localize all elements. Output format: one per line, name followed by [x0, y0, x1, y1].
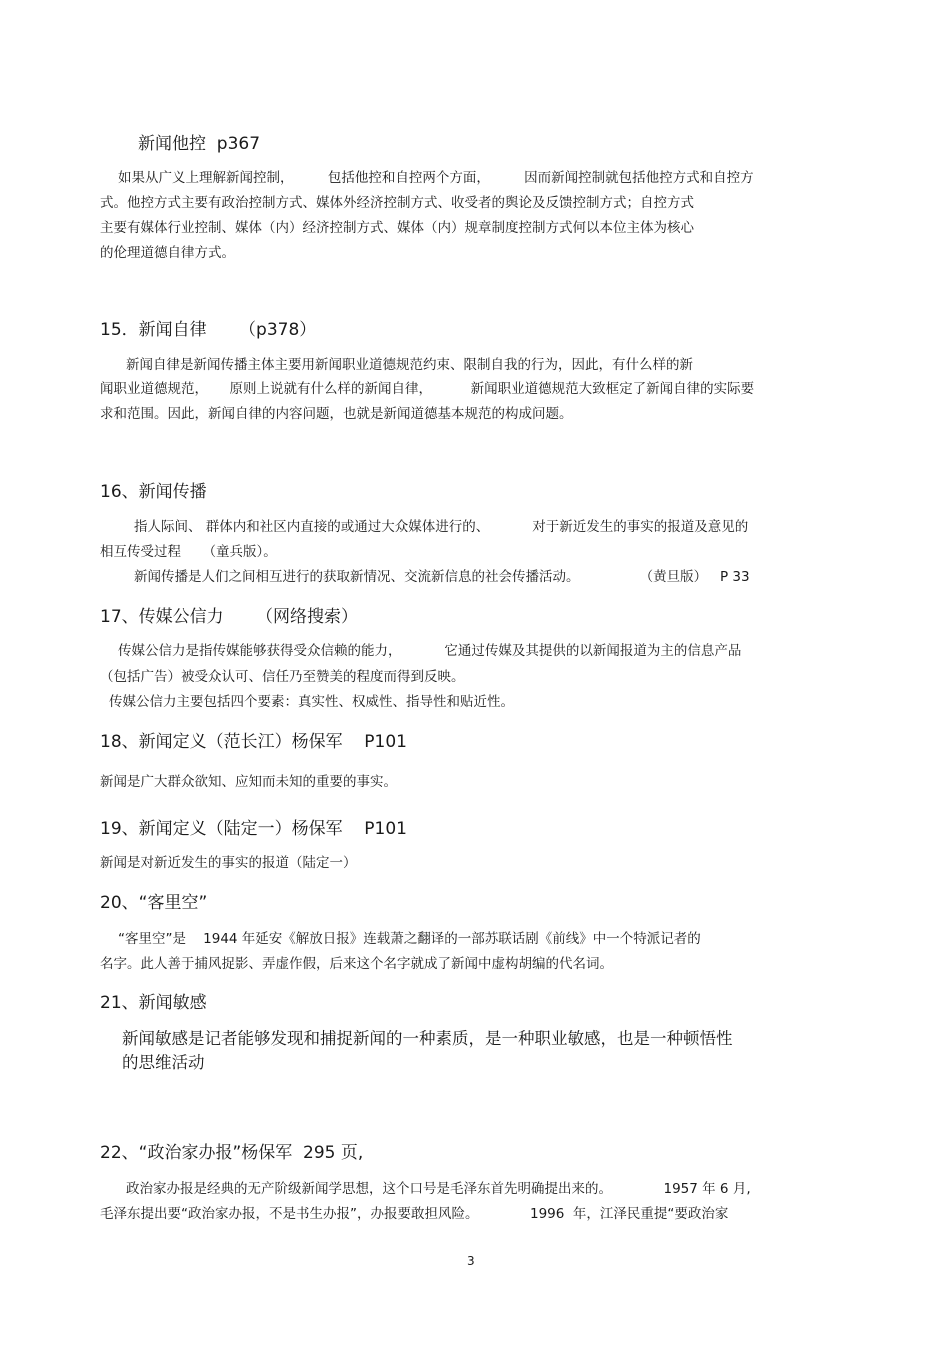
page-number: 3 [467, 1254, 475, 1268]
paragraph-line: “客里空”是 1944 年延安《解放日报》连载萧之翻译的一部苏联话剧《前线》中一个特派记者的 [118, 931, 701, 947]
paragraph-line: 传媒公信力主要包括四个要素：真实性、权威性、指导性和贴近性。 [109, 694, 514, 710]
paragraph-line: 新闻敏感是记者能够发现和捕捉新闻的一种素质，是一种职业敏感，也是一种顿悟性 [122, 1029, 733, 1048]
paragraph-line: 毛泽东提出要“政治家办报，不是书生办报”，办报要敢担风险。 1996 年，江泽民重提“要政治家 [100, 1206, 729, 1222]
heading-20-keliikong: 20、“客里空” [100, 893, 208, 913]
heading-19-news-definition-lu: 19、新闻定义（陆定一）杨保军 P101 [100, 819, 407, 839]
heading-18-news-definition-fan: 18、新闻定义（范长江）杨保军 P101 [100, 732, 407, 752]
paragraph-line: 求和范围。因此，新闻自律的内容问题，也就是新闻道德基本规范的构成问题。 [100, 406, 573, 422]
paragraph-line: 主要有媒体行业控制、媒体（内）经济控制方式、媒体（内）规章制度控制方式何以本位主体为核心 [100, 220, 694, 236]
paragraph-line: 的伦理道德自律方式。 [100, 245, 235, 261]
heading-news-external-control: 新闻他控 p367 [138, 134, 261, 154]
heading-15-news-self-discipline: 15．新闻自律 （p378） [100, 320, 317, 340]
paragraph-line: 新闻是对新近发生的事实的报道（陆定一） [100, 855, 357, 871]
paragraph-line: 新闻是广大群众欲知、应知而未知的重要的事实。 [100, 774, 397, 790]
paragraph-line: 名字。此人善于捕风捉影、弄虚作假，后来这个名字就成了新闻中虚构胡编的代名词。 [100, 956, 613, 972]
heading-17-media-credibility: 17、传媒公信力 （网络搜索） [100, 607, 359, 627]
paragraph-line: 传媒公信力是指传媒能够获得受众信赖的能力， 它通过传媒及其提供的以新闻报道为主的信息产品 [118, 643, 742, 659]
paragraph-line: 相互传受过程 （童兵版）。 [100, 544, 277, 560]
paragraph-line: 新闻传播是人们之间相互进行的获取新情况、交流新信息的社会传播活动。 （黄旦版） P 33 [134, 569, 750, 585]
paragraph-line: （包括广告）被受众认可、信任乃至赞美的程度而得到反映。 [100, 669, 465, 685]
paragraph-line: 政治家办报是经典的无产阶级新闻学思想，这个口号是毛泽东首先明确提出来的。 1957 年 6 月, [126, 1181, 751, 1197]
heading-16-news-communication: 16、新闻传播 [100, 482, 207, 502]
paragraph-line: 式。他控方式主要有政治控制方式、媒体外经济控制方式、收受者的舆论及反馈控制方式；自控方式 [100, 195, 694, 211]
paragraph-line: 的思维活动 [122, 1053, 205, 1072]
paragraph-line: 闻职业道德规范， 原则上说就有什么样的新闻自律， 新闻职业道德规范大致框定了新闻自律的实际要 [100, 381, 755, 397]
paragraph-line: 新闻自律是新闻传播主体主要用新闻职业道德规范约束、限制自我的行为，因此，有什么样的新 [126, 357, 693, 373]
heading-22-politician-run-newspaper: 22、“政治家办报”杨保军 295 页, [100, 1143, 364, 1163]
paragraph-line: 指人际间、 群体内和社区内直接的或通过大众媒体进行的、 对于新近发生的事实的报道及意见的 [134, 519, 749, 535]
heading-21-news-sensitivity: 21、新闻敏感 [100, 993, 207, 1013]
paragraph-line: 如果从广义上理解新闻控制， 包括他控和自控两个方面， 因而新闻控制就包括他控方式和自控方 [118, 170, 754, 186]
